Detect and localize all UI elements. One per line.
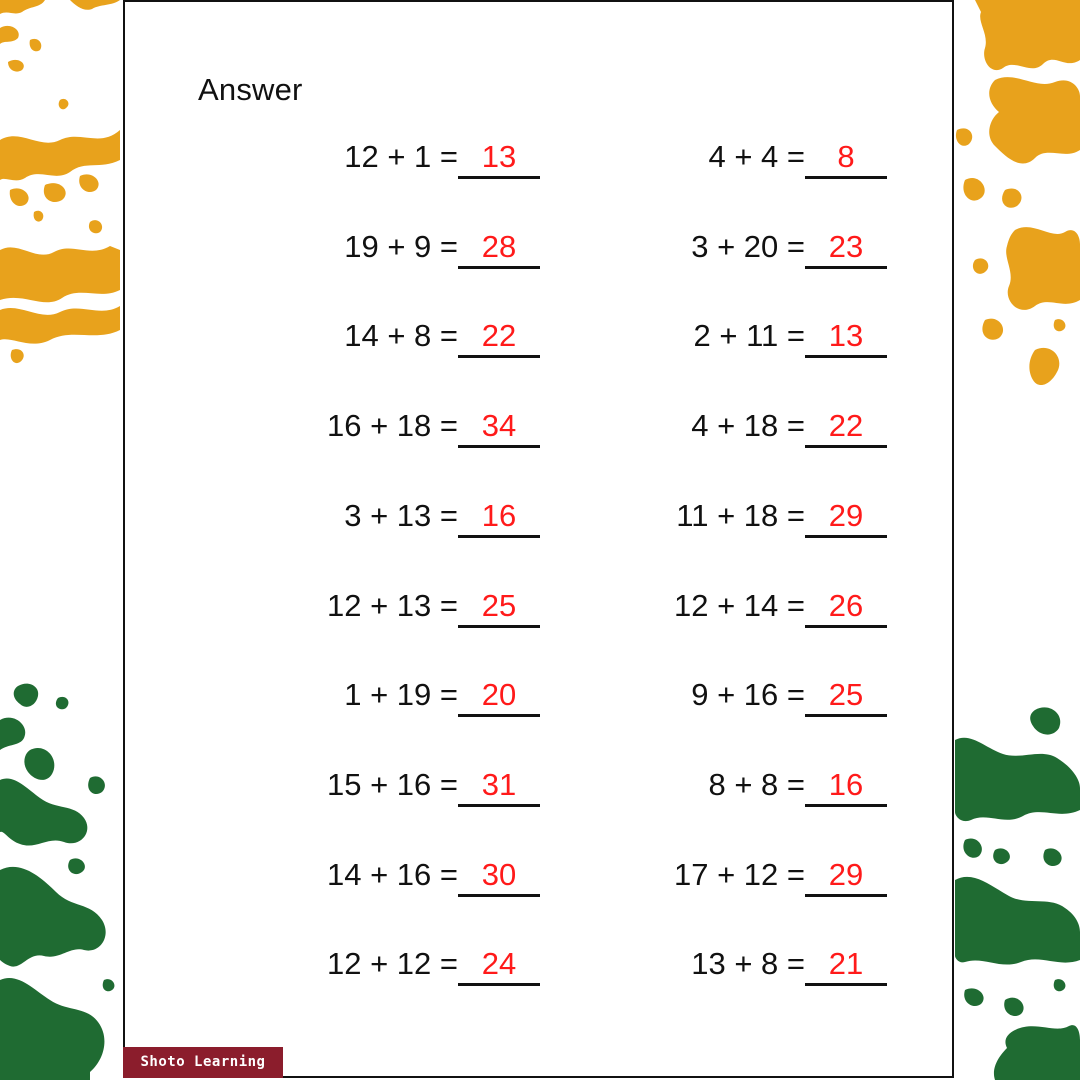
answer-value: 30	[481, 857, 517, 892]
answer-value: 31	[481, 767, 517, 802]
orange-splatter-decoration	[955, 0, 1080, 400]
problem-row	[507, 498, 887, 538]
problem-expression: 12 + 14 =	[673, 588, 805, 623]
problem-expression: 3 + 13 =	[344, 498, 458, 533]
answer-value: 26	[828, 588, 864, 623]
problem-expression: 14 + 8 =	[344, 318, 458, 353]
answer-blank-line	[805, 535, 887, 538]
answer-value: 21	[828, 946, 864, 981]
problem-row	[160, 318, 540, 358]
answer-value: 29	[828, 498, 864, 533]
problem-expression: 19 + 9 =	[344, 229, 458, 264]
problem-expression: 17 + 12 =	[673, 857, 805, 892]
green-splatter-decoration	[955, 700, 1080, 1080]
problem-row	[160, 857, 540, 897]
problem-expression: 8 + 8 =	[708, 767, 805, 802]
answer-blank-line	[805, 714, 887, 717]
answer-blank-line	[805, 894, 887, 897]
problem-row	[160, 498, 540, 538]
answer-value: 13	[828, 318, 864, 353]
problem-row	[160, 229, 540, 269]
problem-row	[507, 767, 887, 807]
problem-expression: 14 + 16 =	[326, 857, 458, 892]
answer-value: 34	[481, 408, 517, 443]
answer-value: 22	[828, 408, 864, 443]
problem-row	[160, 588, 540, 628]
answer-blank-line	[805, 266, 887, 269]
problem-expression: 1 + 19 =	[344, 677, 458, 712]
problem-expression: 12 + 1 =	[344, 139, 458, 174]
green-splatter-decoration	[0, 680, 125, 1080]
problem-row	[507, 677, 887, 717]
answer-value: 28	[481, 229, 517, 264]
problem-row	[160, 139, 540, 179]
worksheet-page	[123, 0, 954, 1078]
orange-splatter-decoration	[0, 0, 125, 380]
problem-expression: 4 + 18 =	[691, 408, 805, 443]
problem-row	[160, 408, 540, 448]
problem-row	[160, 767, 540, 807]
problem-row	[507, 318, 887, 358]
answer-blank-line	[805, 355, 887, 358]
answer-value: 23	[828, 229, 864, 264]
problem-row	[507, 857, 887, 897]
answer-value: 29	[828, 857, 864, 892]
problem-row	[507, 139, 887, 179]
answer-blank-line	[805, 983, 887, 986]
problem-expression: 4 + 4 =	[708, 139, 805, 174]
answer-value: 25	[481, 588, 517, 623]
brand-label: Shoto Learning	[123, 1047, 283, 1078]
answer-blank-line	[805, 625, 887, 628]
problem-row	[160, 677, 540, 717]
answer-blank-line	[805, 176, 887, 179]
problem-row	[507, 588, 887, 628]
problem-expression: 13 + 8 =	[691, 946, 805, 981]
problem-row	[160, 946, 540, 986]
answer-value: 25	[828, 677, 864, 712]
problem-expression: 9 + 16 =	[691, 677, 805, 712]
answer-value: 16	[828, 767, 864, 802]
worksheet-heading: Answer	[198, 72, 303, 107]
answer-value: 24	[481, 946, 517, 981]
problem-expression: 11 + 18 =	[676, 498, 805, 533]
answer-blank-line	[805, 445, 887, 448]
problem-expression: 3 + 20 =	[691, 229, 805, 264]
answer-value: 8	[837, 139, 855, 174]
answer-value: 13	[481, 139, 517, 174]
problem-expression: 15 + 16 =	[326, 767, 458, 802]
problem-row	[507, 946, 887, 986]
problem-expression: 2 + 11 =	[693, 318, 805, 353]
answer-blank-line	[805, 804, 887, 807]
problem-expression: 12 + 12 =	[326, 946, 458, 981]
problem-expression: 16 + 18 =	[326, 408, 458, 443]
answer-value: 22	[481, 318, 517, 353]
answer-value: 16	[481, 498, 517, 533]
problem-row	[507, 229, 887, 269]
answer-value: 20	[481, 677, 517, 712]
problem-expression: 12 + 13 =	[326, 588, 458, 623]
problem-row	[507, 408, 887, 448]
